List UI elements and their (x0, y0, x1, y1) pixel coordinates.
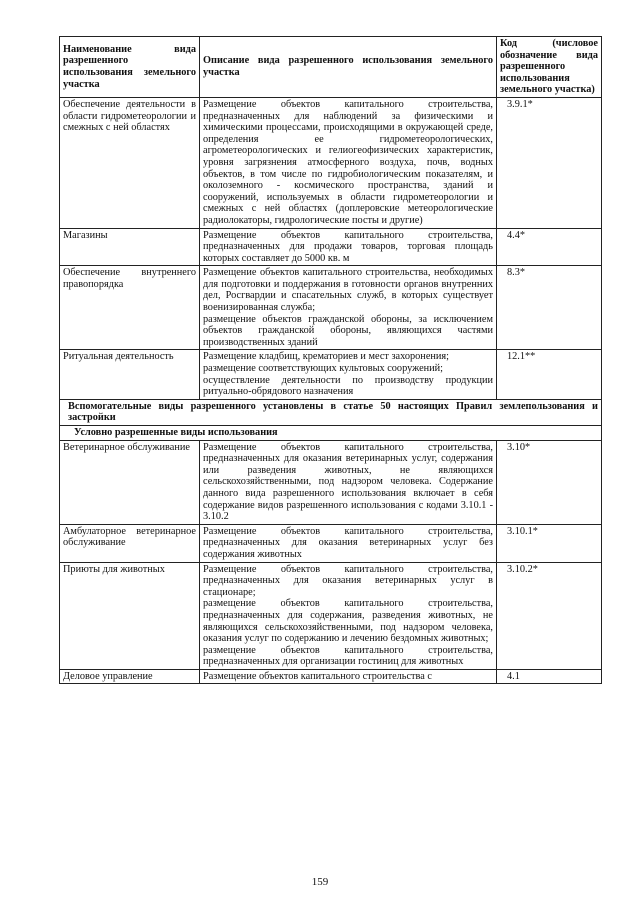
description-paragraph: размещение объектов капитального строительства, предназначенных для организации гостиниц для животных (203, 644, 493, 668)
table-row (60, 669, 602, 684)
description-paragraph: Размещение объектов капитального строительства, предназначенных для оказания ветеринарных услуг в стационаре; (203, 563, 493, 598)
use-description-cell (200, 350, 497, 399)
use-code-cell: 3.9.1* (497, 97, 602, 228)
use-name-cell: Обеспечение деятельности в области гидрометеорологии и смежных с ней областях (60, 97, 200, 228)
section-title: Вспомогательные виды разрешенного установлены в статье 50 настоящих Правил землепользования и застройки (60, 399, 602, 425)
use-name-cell: Ветеринарное обслуживание (60, 440, 200, 524)
use-name-cell: Деловое управление (60, 669, 200, 684)
use-code-cell: 3.10* (497, 440, 602, 524)
subsection-row (60, 426, 602, 441)
header-name-cell: Наименование вида разрешенного использования земельного участка (60, 37, 200, 98)
table-row (60, 266, 602, 350)
description-paragraph: размещение объектов гражданской обороны, за исключением объектов гражданской обороны, являющихся частями производственных зданий (203, 313, 493, 348)
section-row (60, 399, 602, 425)
description-paragraph: Размещение объектов капитального строительства, предназначенных для продажи товаров, торговая площадь которых составляет до 5000 кв. м (203, 229, 493, 264)
use-code-cell: 4.1 (497, 669, 602, 684)
description-paragraph: Размещение объектов капитального строительства, предназначенных для оказания ветеринарных услуг, содержания или разведения животных, не являющихся сельскохозяйственными, под надзором человека. Содержание данного вида разрешенного использования включает в себя содержание видов разрешенного использования с кодами 3.10.1 - 3.10.2 (203, 441, 493, 523)
table-row (60, 350, 602, 399)
use-name-cell: Амбулаторное ветеринарное обслуживание (60, 524, 200, 562)
table-row (60, 562, 602, 669)
use-name-cell: Магазины (60, 228, 200, 266)
page-number: 159 (311, 876, 329, 888)
use-description-cell (200, 266, 497, 350)
table-row (60, 228, 602, 266)
use-description-cell (200, 669, 497, 684)
use-description-cell (200, 562, 497, 669)
use-code-cell: 3.10.1* (497, 524, 602, 562)
description-paragraph: Размещение кладбищ, крематориев и мест захоронения; (203, 351, 450, 363)
use-code-cell: 3.10.2* (497, 562, 602, 669)
use-name-cell: Приюты для животных (60, 562, 200, 669)
description-paragraph: Размещение объектов капитального строительства, предназначенных для оказания ветеринарных услуг без содержания животных (203, 525, 493, 560)
description-paragraph: размещение объектов капитального строительства, предназначенных для содержания, разведения животных, не являющихся сельскохозяйственными, под надзором человека, оказания услуг по содержанию и лечению бездомных животных; (203, 598, 493, 645)
header-code-cell: Код (числовое обозначение вида разрешенного использования земельного участка) (497, 37, 602, 98)
table-header-row (60, 37, 602, 98)
description-paragraph: осуществление деятельности по производству продукции ритуально-обрядового назначения (203, 374, 493, 398)
use-code-cell: 8.3* (497, 266, 602, 350)
table-row (60, 97, 602, 228)
table-row (60, 524, 602, 562)
use-code-cell: 12.1** (497, 350, 602, 399)
description-paragraph: Размещение объектов капитального строительства, предназначенных для наблюдений за физическими и химическими процессами, происходящими в окружающей среде, определения ее гидрометеорологических, агрометеорологических и гелиогеофизических характеристик, уровня загрязнения атмосферного воздуха, почв, водных объектов, в том числе по гидробиологическим показателям, и околоземного - космического пространства, зданий и сооружений, используемых в области гидрометеорологии и смежных с ней областях (доплеровские метеорологические радиолокаторы, гидрологические посты и другие) (203, 98, 493, 226)
land-use-table (59, 36, 602, 684)
header-description-cell: Описание вида разрешенного использования земельного участка (200, 37, 497, 98)
use-description-cell (200, 228, 497, 266)
use-name-cell: Ритуальная деятельность (60, 350, 200, 399)
use-description-cell (200, 524, 497, 562)
table-row (60, 440, 602, 524)
description-paragraph: Размещение объектов капитального строительства, необходимых для подготовки и поддержания в готовности органов внутренних дел, Росгвардии и спасательных служб, в которых существует военизированная служба; (203, 267, 493, 314)
description-paragraph: размещение соответствующих культовых сооружений; (203, 363, 444, 375)
use-code-cell: 4.4* (497, 228, 602, 266)
use-name-cell: Обеспечение внутреннего правопорядка (60, 266, 200, 350)
subsection-title: Условно разрешенные виды использования (60, 426, 602, 441)
use-description-cell (200, 97, 497, 228)
use-description-cell (200, 440, 497, 524)
description-paragraph: Размещение объектов капитального строительства с (203, 670, 432, 682)
